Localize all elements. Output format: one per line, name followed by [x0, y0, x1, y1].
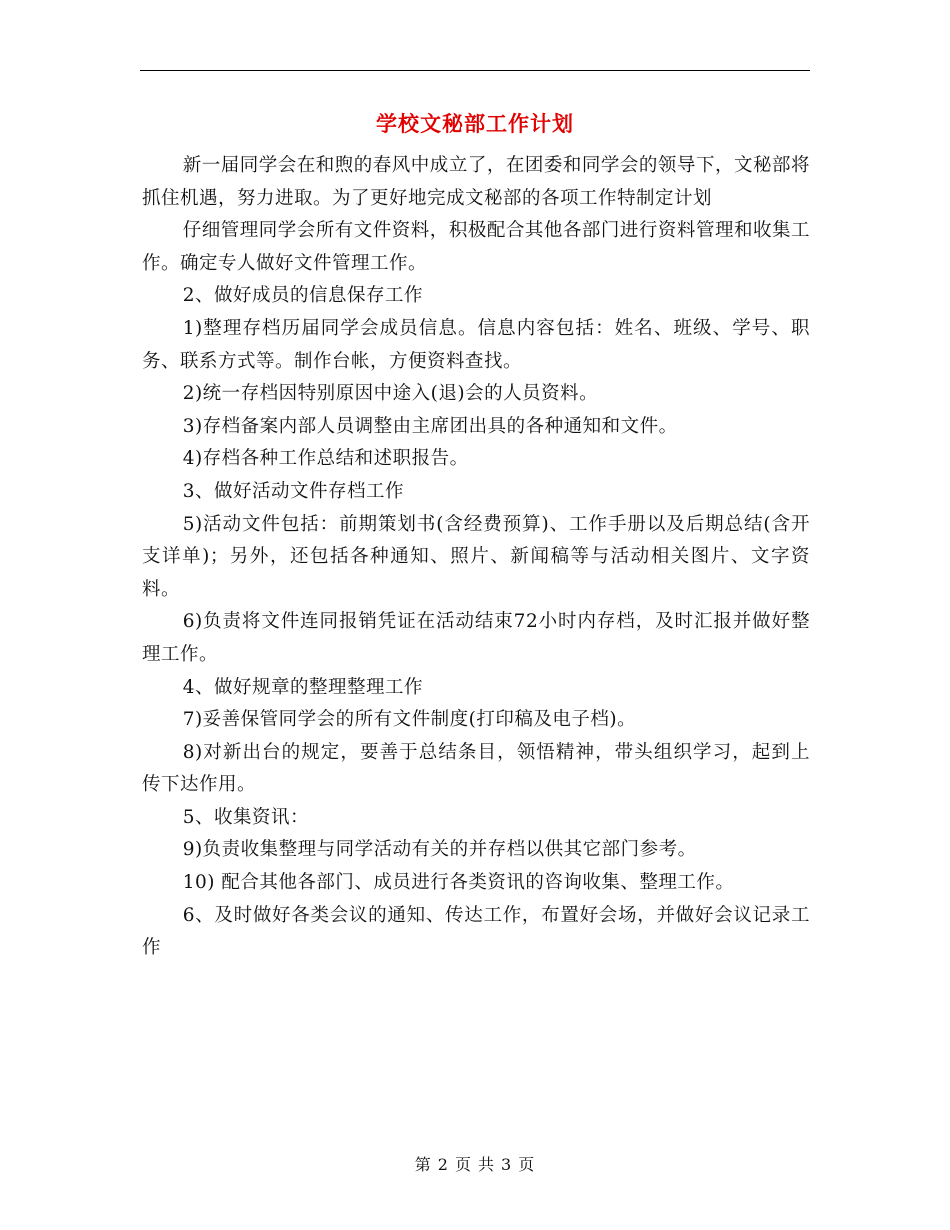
header-rule	[140, 70, 810, 71]
document-body	[142, 150, 810, 965]
paragraph: 3)存档备案内部人员调整由主席团出具的各种通知和文件。	[182, 415, 678, 437]
footer-middle: 页 共	[454, 1155, 496, 1174]
paragraph: 9)负责收集整理与同学活动有关的并存档以供其它部门参考。	[182, 839, 697, 861]
paragraph: 2)统一存档因特别原因中途入(退)会的人员资料。	[182, 383, 599, 405]
current-page-number: 2	[437, 1155, 449, 1174]
paragraph: 新一届同学会在和煦的春风中成立了，在团委和同学会的领导下，文秘部将抓住机遇，努力进取。为了更好地完成文秘部的各项工作特制定计划	[142, 155, 810, 209]
total-page-number: 3	[501, 1155, 513, 1174]
paragraph: 5、收集资讯：	[182, 806, 309, 828]
paragraph: 2、做好成员的信息保存工作	[182, 285, 423, 307]
document-title: 学校文秘部工作计划	[376, 111, 574, 136]
paragraph: 7)妥善保管同学会的所有文件制度(打印稿及电子档)。	[182, 709, 637, 731]
paragraph: 5)活动文件包括：前期策划书(含经费预算)、工作手册以及后期总结(含开支详单)；另外，还包括各种通知、照片、新闻稿等与活动相关图片、文字资料。	[142, 513, 810, 600]
page-footer	[0, 1153, 950, 1177]
paragraph: 10) 配合其他各部门、成员进行各类资讯的咨询收集、整理工作。	[182, 872, 735, 894]
footer-prefix: 第	[414, 1155, 432, 1174]
paragraph: 4、做好规章的整理整理工作	[182, 676, 423, 698]
paragraph: 8)对新出台的规定，要善于总结条目，领悟精神，带头组织学习，起到上传下达作用。	[142, 741, 810, 796]
paragraph: 3、做好活动文件存档工作	[182, 480, 404, 502]
paragraph: 6)负责将文件连同报销凭证在活动结束72小时内存档，及时汇报并做好整理工作。	[142, 611, 810, 665]
footer-suffix: 页	[518, 1155, 536, 1174]
paragraph: 6、及时做好各类会议的通知、传达工作，布置好会场，并做好会议记录工作	[142, 904, 810, 959]
paragraph: 1)整理存档历届同学会成员信息。信息内容包括：姓名、班级、学号、职务、联系方式等。制作台帐，方便资料查找。	[142, 317, 810, 372]
paragraph: 仔细管理同学会所有文件资料，积极配合其他各部门进行资料管理和收集工作。确定专人做好文件管理工作。	[142, 220, 810, 274]
paragraph: 4)存档各种工作总结和述职报告。	[182, 448, 469, 470]
